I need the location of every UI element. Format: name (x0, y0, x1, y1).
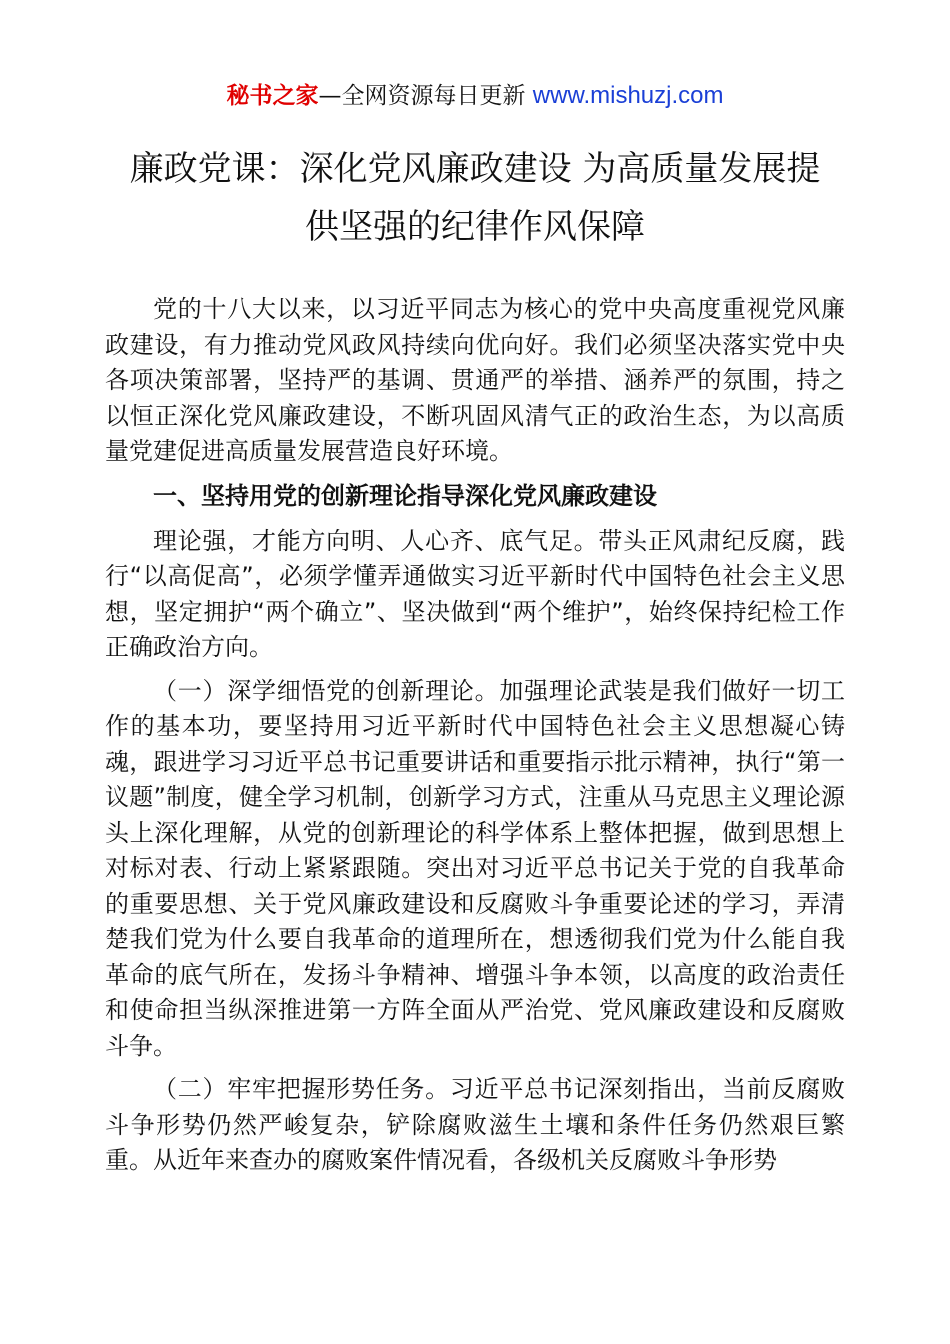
title-line-1: 廉政党课：深化党风廉政建设 为高质量发展提 (129, 149, 821, 189)
document-body (105, 292, 845, 1187)
site-header (0, 78, 950, 114)
paragraph-subsection-2: （二）牢牢把握形势任务。习近平总书记深刻指出，当前反腐败斗争形势仍然严峻复杂，铲除腐败滋生土壤和条件任务仍然艰巨繁重。从近年来查办的腐败案件情况看，各级机关反腐败斗争形势 (105, 1075, 845, 1174)
site-url-link[interactable]: www.mishuzj.com (532, 82, 724, 109)
paragraph-subsection-1: （一）深学细悟党的创新理论。加强理论武装是我们做好一切工作的基本功，要坚持用习近平新时代中国特色社会主义思想凝心铸魂，跟进学习习近平总书记重要讲话和重要指示批示精神，执行“第一议题”制度，健全学习机制，创新学习方式，注重从马克思主义理论源头上深化理解，从党的创新理论的科学体系上整体把握，做到思想上对标对表、行动上紧紧跟随。突出对习近平总书记关于党的自我革命的重要思想、关于党风廉政建设和反腐败斗争重要论述的学习，弄清楚我们党为什么要自我革命的道理所在，想透彻我们党为什么能自我革命的底气所在，发扬斗争精神、增强斗争本领，以高度的政治责任和使命担当纵深推进第一方阵全面从严治党、党风廉政建设和反腐败斗争。 (105, 676, 845, 1060)
title-line-2: 供坚强的纪律作风保障 (305, 207, 645, 247)
paragraph-intro: 党的十八大以来，以习近平同志为核心的党中央高度重视党风廉政建设，有力推动党风政风持续向优向好。我们必须坚决落实党中央各项决策部署，坚持严的基调、贯通严的举措、涵养严的氛围，持之以恒正深化党风廉政建设，不断巩固风清气正的政治生态，为以高质量党建促进高质量发展营造良好环境。 (105, 295, 845, 465)
section-heading-1: 一、坚持用党的创新理论指导深化党风廉政建设 (153, 481, 657, 510)
document-title (105, 140, 845, 256)
paragraph-section-1-intro: 理论强，才能方向明、人心齐、底气足。带头正风肃纪反腐，践行“以高促高”，必须学懂弄通做实习近平新时代中国特色社会主义思想，坚定拥护“两个确立”、坚决做到“两个维护”，始终保持纪检工作正确政治方向。 (105, 526, 845, 661)
site-tagline: —全网资源每日更新 (318, 83, 533, 109)
site-brand: 秘书之家 (226, 83, 319, 109)
